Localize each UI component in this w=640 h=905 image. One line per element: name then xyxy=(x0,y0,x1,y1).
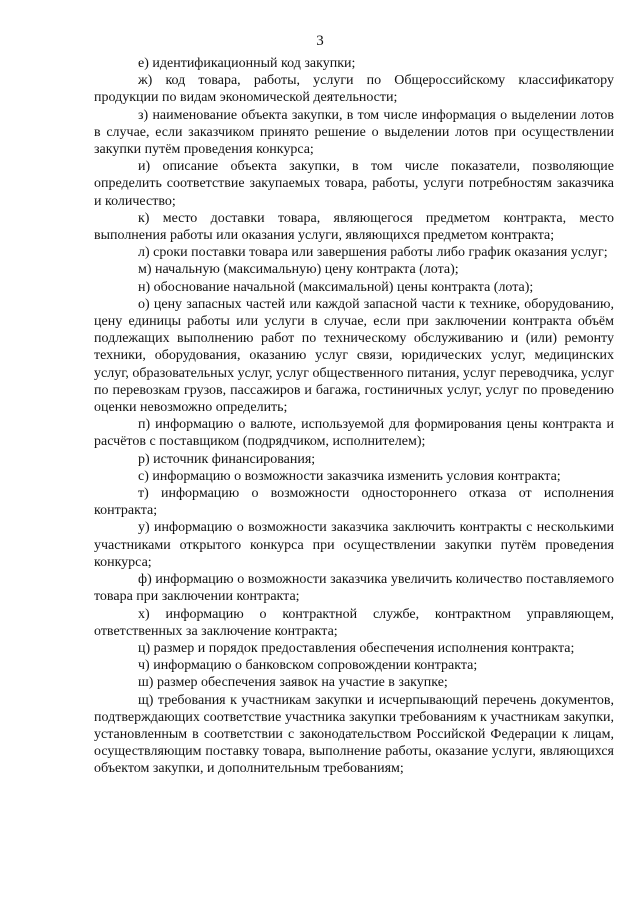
paragraph-n: н) обоснование начальной (максимальной) цены контракта (лота); xyxy=(138,279,534,295)
paragraph-z: з) наименование объекта закупки, в том числе информация о выделении лотов в случае, если заказчиком принято решение о выделении лотов при осуществлении закупки путём проведения конкурса; xyxy=(94,107,614,158)
paragraph-i: и) описание объекта закупки, в том числе показатели, позволяющие определить соответствие закупаемых товара, работы, услуги потребностям заказчика и количество; xyxy=(94,159,614,209)
paragraph-e: е) идентификационный код закупки; xyxy=(138,56,356,71)
paragraph-f: ф) информацию о возможности заказчика увеличить количество поставляемого товара при заключении контракта; xyxy=(94,572,614,605)
paragraph-zh: ж) код товара, работы, услуги по Общероссийскому классификатору продукции по видам экономической деятельности; xyxy=(94,73,614,106)
paragraph-u: у) информацию о возможности заказчика заключить контракты с несколькими участниками открытого конкурса при осуществлении закупки путём проведения конкурса; xyxy=(94,520,614,570)
paragraph-p: п) информацию о валюте, используемой для формирования цены контракта и расчётов с поставщиком (подрядчиком, исполнителем); xyxy=(94,417,614,450)
paragraph-ts: ц) размер и порядок предоставления обеспечения исполнения контракта; xyxy=(138,640,575,656)
page-number: 3 xyxy=(316,33,324,49)
paragraph-k: к) место доставки товара, являющегося предметом контракта, место выполнения работы или оказания услуги, являющихся предметом контракта; xyxy=(94,210,614,244)
paragraph-kh: х) информацию о контрактной службе, контрактном управляющем, ответственных за заключение контракта; xyxy=(94,606,614,639)
paragraph-s: с) информацию о возможности заказчика изменить условия контракта; xyxy=(138,468,561,484)
paragraph-ch: ч) информацию о банковском сопровождении контракта; xyxy=(138,658,478,674)
paragraph-sh: ш) размер обеспечения заявок на участие в закупке; xyxy=(138,675,448,691)
paragraph-r: р) источник финансирования; xyxy=(138,451,316,467)
document-body xyxy=(94,55,614,778)
paragraph-shch: щ) требования к участникам закупки и исчерпывающий перечень документов, подтверждающих соответствие участника закупки требованиям к участникам закупки, установленным в соответствии с законодательством Российской Федерации к лицам, осуществляющим поставку товара, выполнение работы, оказание услуги, являющихся объектом закупки, и дополнительным требованиям; xyxy=(94,692,614,777)
paragraph-m: м) начальную (максимальную) цену контракта (лота); xyxy=(138,262,459,278)
paragraph-l: л) сроки поставки товара или завершения работы либо график оказания услуг; xyxy=(138,245,608,261)
paragraph-t: т) информацию о возможности одностороннего отказа от исполнения контракта; xyxy=(94,486,614,519)
paragraph-o: о) цену запасных частей или каждой запасной части к технике, оборудованию, цену единицы работы или услуги в случае, если при заключении контракта объём подлежащих выполнению работ по техническому обслуживанию и (или) ремонту техники, оборудования, оказанию услуг связи, юридических услуг, медицинских услуг, образовательных услуг, услуг общественного питания, услуг переводчика, услуг по перевозкам грузов, пассажиров и багажа, гостиничных услуг, услуг по проведению оценки невозможно определить; xyxy=(94,296,614,416)
